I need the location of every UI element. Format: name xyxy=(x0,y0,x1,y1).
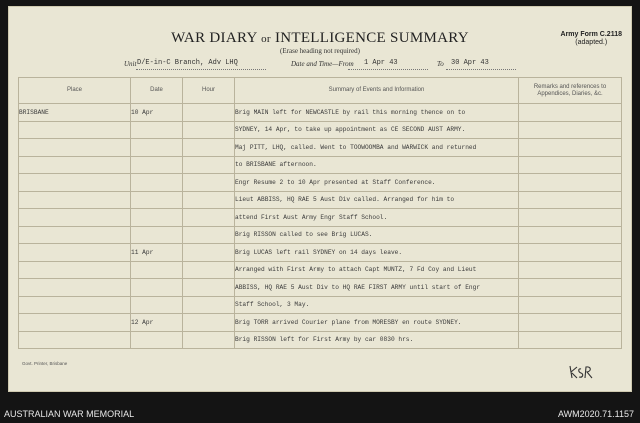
place-cell xyxy=(19,331,131,349)
place-cell xyxy=(19,244,131,262)
hour-cell xyxy=(183,156,235,174)
hour-cell xyxy=(183,244,235,262)
remarks-cell xyxy=(519,226,622,244)
hour-cell xyxy=(183,296,235,314)
summary-cell: Engr Resume 2 to 10 Apr presented at Staff Conference. xyxy=(235,174,519,192)
date-cell xyxy=(131,226,183,244)
summary-cell: ABBISS, HQ RAE 5 Aust Div to HQ RAE FIRST ARMY until start of Engr xyxy=(235,279,519,297)
hour-cell xyxy=(183,121,235,139)
place-cell xyxy=(19,156,131,174)
table-row xyxy=(19,261,622,279)
remarks-cell xyxy=(519,296,622,314)
table-row xyxy=(19,104,622,122)
table-row xyxy=(19,209,622,227)
date-cell xyxy=(131,191,183,209)
hour-cell xyxy=(183,191,235,209)
diary-sheet xyxy=(8,6,632,392)
date-cell xyxy=(131,331,183,349)
to-label: To xyxy=(437,60,444,68)
form-reference-line1: Army Form C.2118 xyxy=(560,31,622,38)
hour-cell xyxy=(183,104,235,122)
to-value: 30 Apr 43 xyxy=(451,59,489,67)
remarks-cell xyxy=(519,244,622,262)
summary-cell: Brig LUCAS left rail SYDNEY on 14 days leave. xyxy=(235,244,519,262)
remarks-cell xyxy=(519,174,622,192)
remarks-cell xyxy=(519,261,622,279)
place-cell xyxy=(19,121,131,139)
column-header-remarks: Remarks and references to Appendices, Diaries, &c. xyxy=(519,78,622,104)
place-cell xyxy=(19,314,131,332)
place-cell xyxy=(19,226,131,244)
place-cell xyxy=(19,209,131,227)
table-row xyxy=(19,279,622,297)
table-row xyxy=(19,244,622,262)
table-row xyxy=(19,226,622,244)
summary-cell: Brig RISSON left for First Army by car 0830 hrs. xyxy=(235,331,519,349)
from-underline xyxy=(348,69,428,70)
date-cell xyxy=(131,296,183,314)
remarks-cell xyxy=(519,314,622,332)
summary-cell: Maj PITT, LHQ, called. Went to TOOWOOMBA and WARWICK and returned xyxy=(235,139,519,157)
place-cell xyxy=(19,139,131,157)
remarks-cell xyxy=(519,279,622,297)
summary-cell: Brig MAIN left for NEWCASTLE by rail this morning thence on to xyxy=(235,104,519,122)
to-underline xyxy=(446,69,516,70)
table-row xyxy=(19,174,622,192)
place-cell xyxy=(19,261,131,279)
page-subtitle: (Erase heading not required) xyxy=(280,47,360,55)
hour-cell xyxy=(183,226,235,244)
form-reference xyxy=(561,31,622,47)
page-title xyxy=(8,30,632,47)
hour-cell xyxy=(183,174,235,192)
place-cell xyxy=(19,296,131,314)
place-cell xyxy=(19,191,131,209)
remarks-cell xyxy=(519,191,622,209)
remarks-cell xyxy=(519,156,622,174)
title-or: or xyxy=(261,33,271,45)
column-header-place: Place xyxy=(19,78,131,104)
column-header-hour: Hour xyxy=(183,78,235,104)
remarks-cell xyxy=(519,209,622,227)
summary-cell: Brig RISSON called to see Brig LUCAS. xyxy=(235,226,519,244)
hour-cell xyxy=(183,139,235,157)
handwritten-initials-signature xyxy=(568,364,594,380)
table-row xyxy=(19,139,622,157)
summary-cell: to BRISBANE afternoon. xyxy=(235,156,519,174)
column-header-date: Date xyxy=(131,78,183,104)
title-part2: INTELLIGENCE SUMMARY xyxy=(274,30,469,46)
date-cell xyxy=(131,279,183,297)
date-cell xyxy=(131,174,183,192)
date-cell xyxy=(131,139,183,157)
footer-institution: AUSTRALIAN WAR MEMORIAL xyxy=(4,409,135,419)
table-row xyxy=(19,314,622,332)
summary-cell: attend First Aust Army Engr Staff School. xyxy=(235,209,519,227)
remarks-cell xyxy=(519,139,622,157)
date-cell xyxy=(131,209,183,227)
table-row xyxy=(19,156,622,174)
summary-cell: Lieut ABBISS, HQ RAE 5 Aust Div called. Arranged for him to xyxy=(235,191,519,209)
place-cell xyxy=(19,174,131,192)
place-cell: BRISBANE xyxy=(19,104,131,122)
hour-cell xyxy=(183,261,235,279)
remarks-cell xyxy=(519,104,622,122)
title-part1: WAR DIARY xyxy=(171,30,258,46)
remarks-cell xyxy=(519,331,622,349)
table-row xyxy=(19,296,622,314)
hour-cell xyxy=(183,314,235,332)
table-row xyxy=(19,331,622,349)
unit-value: D/E-in-C Branch, Adv LHQ xyxy=(137,59,238,67)
date-cell: 12 Apr xyxy=(131,314,183,332)
table-header-row xyxy=(19,78,622,104)
place-cell xyxy=(19,279,131,297)
hour-cell xyxy=(183,279,235,297)
hour-cell xyxy=(183,331,235,349)
from-value: 1 Apr 43 xyxy=(364,59,398,67)
diary-table xyxy=(18,77,622,349)
summary-cell: SYDNEY, 14 Apr, to take up appointment as CE SECOND AUST ARMY. xyxy=(235,121,519,139)
table-row xyxy=(19,121,622,139)
hour-cell xyxy=(183,209,235,227)
column-header-summary: Summary of Events and Information xyxy=(235,78,519,104)
date-cell: 11 Apr xyxy=(131,244,183,262)
remarks-cell xyxy=(519,121,622,139)
form-reference-line2: (adapted.) xyxy=(575,39,608,46)
date-cell xyxy=(131,261,183,279)
date-time-label: Date and Time—From xyxy=(291,60,354,68)
date-cell xyxy=(131,121,183,139)
unit-label: Unit xyxy=(124,60,137,68)
table-row xyxy=(19,191,622,209)
footer-accession-number: AWM2020.71.1157 xyxy=(557,409,634,419)
unit-underline xyxy=(136,69,266,70)
printer-note: Govt. Printer, Brisbane xyxy=(22,361,68,366)
date-cell: 10 Apr xyxy=(131,104,183,122)
summary-cell: Arranged with First Army to attach Capt MUNTZ, 7 Fd Coy and Lieut xyxy=(235,261,519,279)
summary-cell: Brig TORR arrived Courier plane from MORESBY en route SYDNEY. xyxy=(235,314,519,332)
summary-cell: Staff School, 3 May. xyxy=(235,296,519,314)
date-cell xyxy=(131,156,183,174)
